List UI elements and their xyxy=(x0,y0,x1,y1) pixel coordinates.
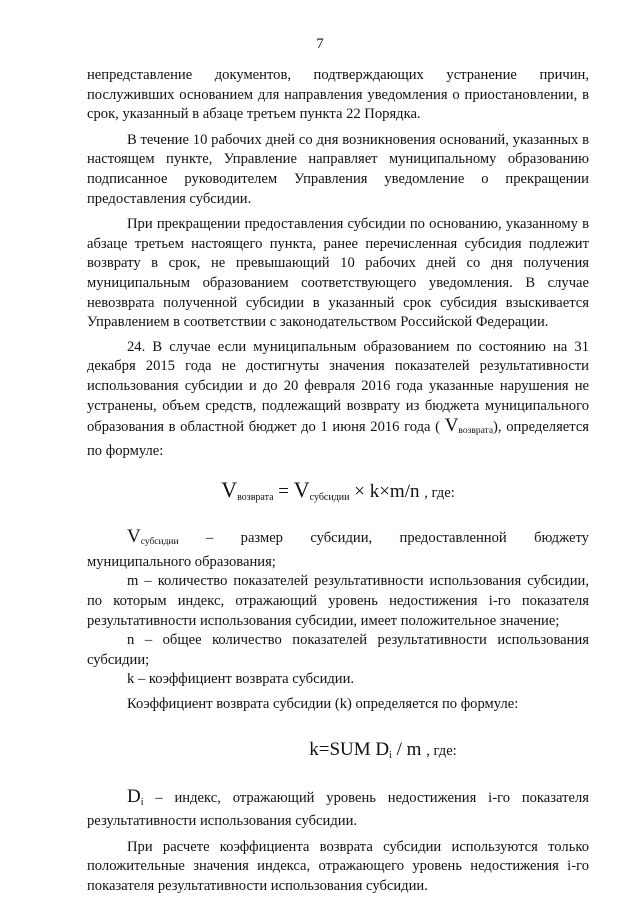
definition-d: $D_i$ – индекс, отражающий уровень недостижения i-го показателя результативности использования субсидии. xyxy=(87,785,589,830)
formula-return-volume: $V_{возврата} = V_{субсидии} \times k\times m/n$ , где: xyxy=(221,477,455,504)
paragraph-notification-deadline: В течение 10 рабочих дней со дня возникновения оснований, указанных в настоящем пункте, Управление направляет муниципальному образованию подписанное руководителем Управления уведомление о прекращении предоставления субсидии. xyxy=(87,131,589,207)
paragraph-item-24 xyxy=(87,338,589,462)
definition-n: n – общее количество показателей результативности использования субсидии; xyxy=(87,632,589,668)
k-formula-intro: Коэффициент возврата субсидии (k) определяется по формуле: xyxy=(127,696,519,713)
v-subsidy-symbol: $V_{субсидии}$ xyxy=(127,526,179,548)
definition-v-subsidy-cont: муниципального образования; xyxy=(87,553,276,570)
definition-k: k – коэффициент возврата субсидии. xyxy=(127,671,355,688)
formula-coefficient: k=SUM $D_i$ / m , где: xyxy=(309,738,457,761)
definition-m: m – количество показателей результативности использования субсидии, по которым индекс, отражающий уровень недостижения i-го показателя результативности использования субсидии, имеет положительное значение; xyxy=(87,573,589,629)
paragraph-continuation: непредставление документов, подтверждающих устранение причин, послуживших основанием для направления уведомления о приостановлении, в срок, указанный в абзаце третьем пункта 22 Порядка. xyxy=(87,67,589,123)
d-symbol: $D_i$ xyxy=(127,785,144,808)
item-24-text: 24. В случае если муниципальным образованием по состоянию на 31 декабря 2015 года не достигнуты значения показателей результативности использования субсидии и до 20 февраля 2016 года указанные нарушения не устранены, объем средств, подлежащий возврату из бюджета муниципального образования в областной бюджет до 1 июня 2016 года ( xyxy=(87,338,589,436)
document-body xyxy=(87,66,589,897)
paragraph-subsidy-return: При прекращении предоставления субсидии по основанию, указанному в абзаце третьем настоящего пункта, ранее перечисленная субсидия подлежит возврату в срок, не превышающий 10 рабочих дней со дня получения муниципальным образованием соответствующего уведомления. В случае невозврата полученной субсидии в указанный срок субсидия взыскивается Управлением в соответствии с законодательством Российской Федерации. xyxy=(87,216,589,331)
v-return-symbol: $V_{возврата}$ xyxy=(444,415,494,437)
page-number: 7 xyxy=(316,36,324,52)
item-24-end: ), определяется по формуле: xyxy=(87,419,590,459)
paragraph-final: При расчете коэффициента возврата субсидии используются только положительные значения индекса, отражающего уровень недостижения i-го показателя результативности использования субсидии. xyxy=(87,838,589,894)
definition-v-subsidy: $V_{субсидии}$ – размер субсидии, предоставленной бюджету xyxy=(87,527,589,553)
